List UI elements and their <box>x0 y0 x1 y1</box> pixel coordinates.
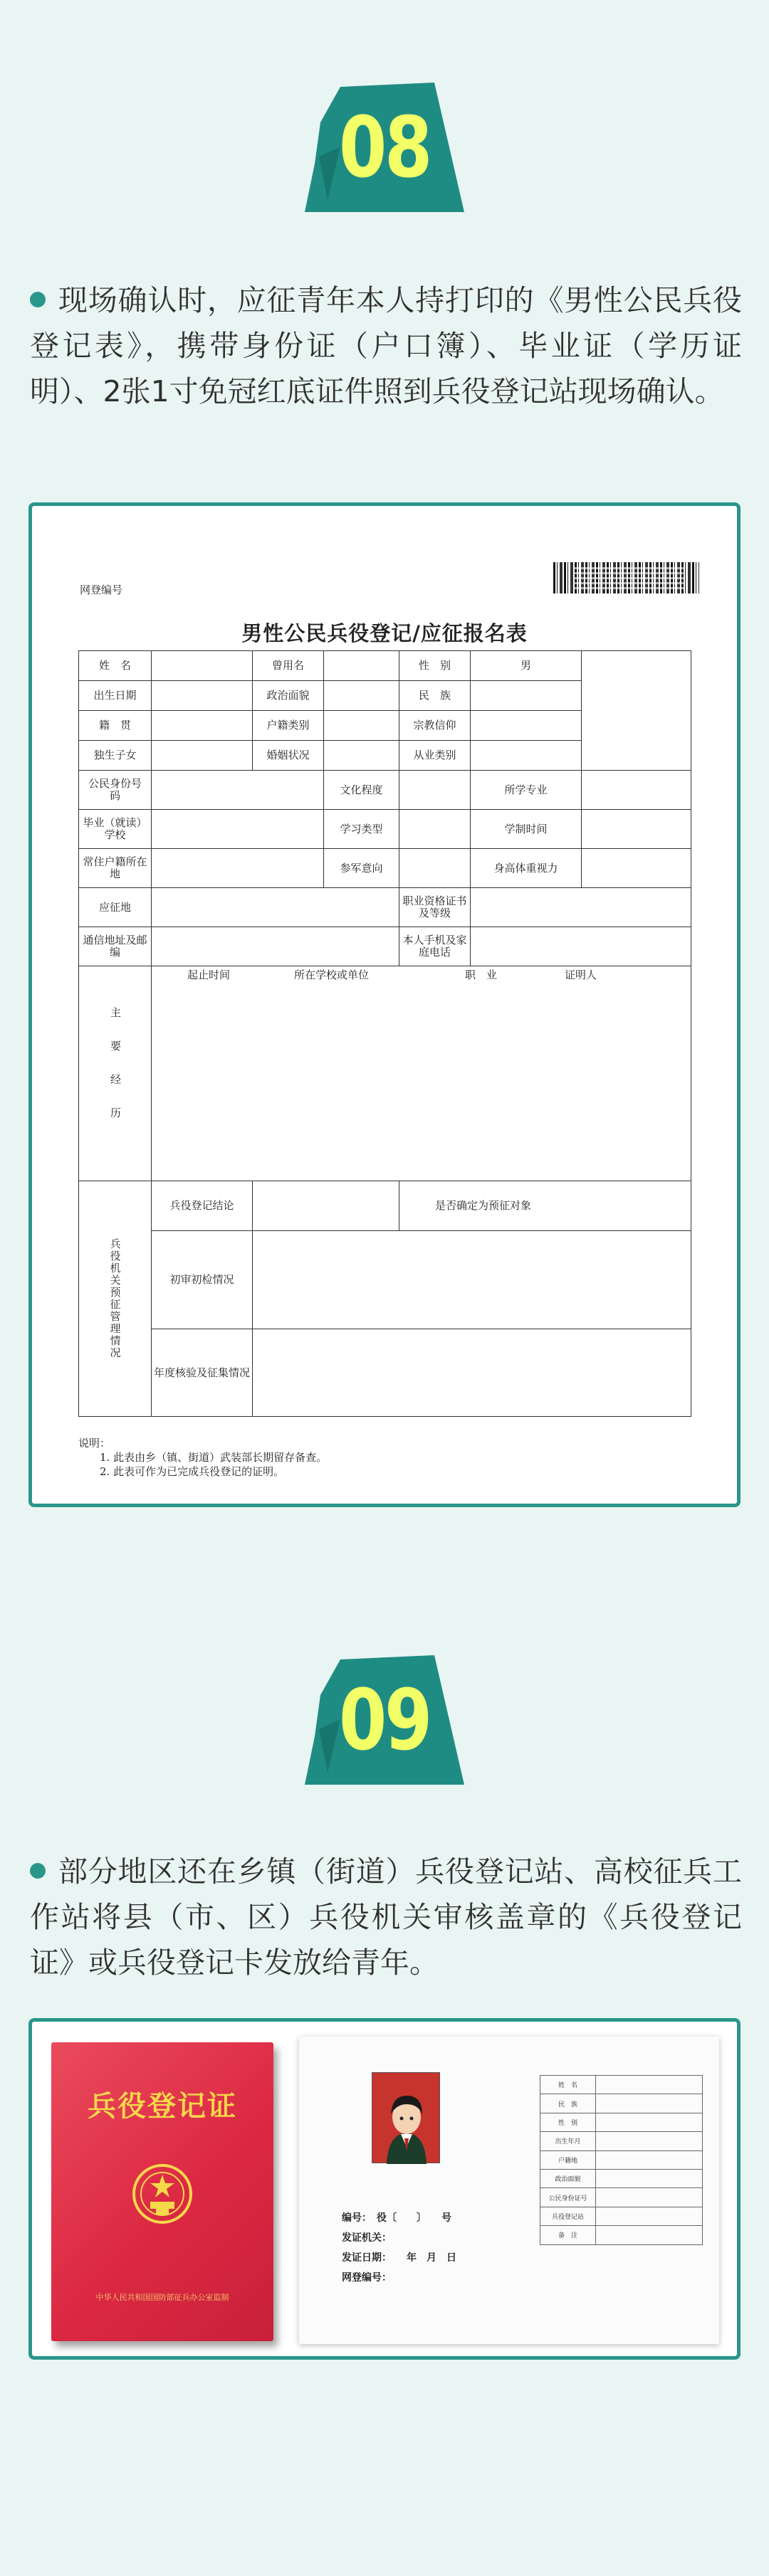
cell-label: 通信地址及邮编 <box>79 927 152 966</box>
exp-header-school: 所在学校或单位 <box>294 968 370 981</box>
cell-label: 身高体重视力 <box>471 849 582 888</box>
cell-label: 兵役登记结论 <box>152 1181 253 1231</box>
cover-title: 兵役登记证 <box>88 2089 237 2123</box>
mini-label: 兵役登记站 <box>540 2207 596 2225</box>
cell-label: 所学专业 <box>471 771 582 810</box>
note-2: 2. 此表可作为已完成兵役登记的证明。 <box>100 1465 285 1478</box>
section-badge-08 <box>299 80 470 215</box>
cell-label: 宗教信仰 <box>399 711 471 741</box>
cell-value <box>471 711 582 741</box>
national-emblem-icon <box>130 2162 194 2226</box>
certificate-card-inner <box>299 2037 719 2344</box>
cell-label: 学习类型 <box>324 810 399 849</box>
section-number: 08 <box>338 98 431 196</box>
cell-label: 民 族 <box>399 681 471 711</box>
section-08-paragraph: 现场确认时，应征青年本人持打印的《男性公民兵役登记表》，携带身份证（户口簿）、毕业证（学历证明）、2张1寸免冠红底证件照到兵役登记站现场确认。 <box>30 283 742 408</box>
agency-label: 兵役机关预征管理情况 <box>108 1238 122 1359</box>
cell-label: 政治面貌 <box>253 681 324 711</box>
cell-label: 出生日期 <box>79 681 152 711</box>
barcode <box>553 562 699 593</box>
cell-label: 年度核验及征集情况 <box>152 1329 253 1417</box>
certificate-info-table <box>540 2075 703 2245</box>
cell-value <box>152 810 324 849</box>
cell-value <box>471 888 691 927</box>
cell-label: 应征地 <box>79 888 152 927</box>
cell-value <box>152 741 253 771</box>
mini-label: 出生年月 <box>540 2132 596 2150</box>
mini-value <box>596 2169 703 2187</box>
mini-label: 备 注 <box>540 2226 596 2244</box>
form-notes <box>78 1436 327 1479</box>
cell-value <box>324 741 399 771</box>
portrait-icon <box>372 2073 441 2164</box>
cell-label: 独生子女 <box>79 741 152 771</box>
cell-label: 婚姻状况 <box>253 741 324 771</box>
form-number-label: 网登编号 <box>80 584 123 596</box>
section-09-paragraph: 部分地区还在乡镇（街道）兵役登记站、高校征兵工作站将县（市、区）兵役机关审核盖章的《兵役登记证》或兵役登记卡发放给青年。 <box>30 1854 742 1980</box>
certificate-cover <box>51 2042 273 2341</box>
cell-label: 学制时间 <box>471 810 582 849</box>
cell-value <box>582 771 691 810</box>
cell-value <box>253 1181 399 1231</box>
cell-value <box>324 681 399 711</box>
cell-value <box>152 651 253 681</box>
cell-label: 常住户籍所在地 <box>79 849 152 888</box>
exp-header-time: 起止时间 <box>187 968 231 981</box>
cell-value <box>152 927 399 966</box>
cell-value <box>253 1231 691 1329</box>
agency-label-cell <box>79 1181 152 1417</box>
mini-value <box>596 2113 703 2131</box>
mini-label: 民 族 <box>540 2094 596 2113</box>
cell-label: 参军意向 <box>324 849 399 888</box>
cell-value <box>399 771 471 810</box>
cell-value: 男 <box>471 651 582 681</box>
mini-label: 户籍地 <box>540 2150 596 2169</box>
cell-value <box>471 741 582 771</box>
cell-value <box>582 810 691 849</box>
cell-label: 是否确定为预征对象 <box>399 1181 691 1231</box>
cell-value <box>324 711 399 741</box>
mini-value <box>596 2188 703 2207</box>
note-1: 1. 此表由乡（镇、街道）武装部长期留存备查。 <box>100 1451 328 1464</box>
cell-value <box>399 849 471 888</box>
mini-value <box>596 2150 703 2169</box>
cell-label: 户籍类别 <box>253 711 324 741</box>
mini-label: 公民身份证号 <box>540 2188 596 2207</box>
cell-value <box>582 849 691 888</box>
cell-label: 本人手机及家庭电话 <box>399 927 471 966</box>
form-title: 男性公民兵役登记/应征报名表 <box>241 621 528 645</box>
notes-title: 说明： <box>78 1437 111 1450</box>
mini-label: 性 别 <box>540 2113 596 2131</box>
section-badge-09 <box>299 1652 470 1788</box>
cell-value <box>152 888 399 927</box>
card-line-date: 发证日期： 年 月 日 <box>342 2252 456 2264</box>
cell-value <box>471 927 691 966</box>
cell-label: 从业类别 <box>399 741 471 771</box>
cell-value <box>152 711 253 741</box>
cell-label: 公民身份号 码 <box>79 771 152 810</box>
card-line-online-number: 网登编号： <box>342 2272 392 2284</box>
exp-header-witness: 证明人 <box>565 968 597 981</box>
mini-label: 政治面貌 <box>540 2169 596 2187</box>
cell-value <box>253 1329 691 1417</box>
card-line-number: 编号： 役〔 〕 号 <box>342 2212 451 2224</box>
mini-value <box>596 2076 703 2094</box>
cell-value <box>152 771 324 810</box>
cover-footer: 中华人民共和国国防部征兵办公室监制 <box>95 2293 229 2302</box>
mini-label: 姓 名 <box>540 2076 596 2094</box>
cell-value <box>152 849 324 888</box>
mini-value <box>596 2094 703 2113</box>
cell-label: 姓 名 <box>79 651 152 681</box>
cell-label: 职业资格证书及等级 <box>399 888 471 927</box>
experience-label: 主要经历 <box>109 1006 122 1141</box>
registration-form <box>44 527 725 1482</box>
mini-value <box>596 2132 703 2150</box>
cell-value <box>471 681 582 711</box>
cell-label: 文化程度 <box>324 771 399 810</box>
card-line-issuer: 发证机关： <box>342 2232 392 2244</box>
mini-value <box>596 2226 703 2244</box>
cell-value <box>399 810 471 849</box>
cell-label: 初审初检情况 <box>152 1231 253 1329</box>
mini-value <box>596 2207 703 2225</box>
id-photo <box>372 2072 440 2163</box>
cell-label: 毕业（就读）学校 <box>79 810 152 849</box>
photo-cell <box>582 651 691 771</box>
experience-area <box>152 966 691 1181</box>
cell-value <box>324 651 399 681</box>
cell-label: 性 别 <box>399 651 471 681</box>
exp-header-job: 职 业 <box>465 968 498 981</box>
cell-label: 籍 贯 <box>79 711 152 741</box>
cell-label: 曾用名 <box>253 651 324 681</box>
experience-label-cell <box>79 966 152 1181</box>
section-number: 09 <box>338 1671 431 1769</box>
cell-value <box>152 681 253 711</box>
form-table <box>78 650 691 1417</box>
